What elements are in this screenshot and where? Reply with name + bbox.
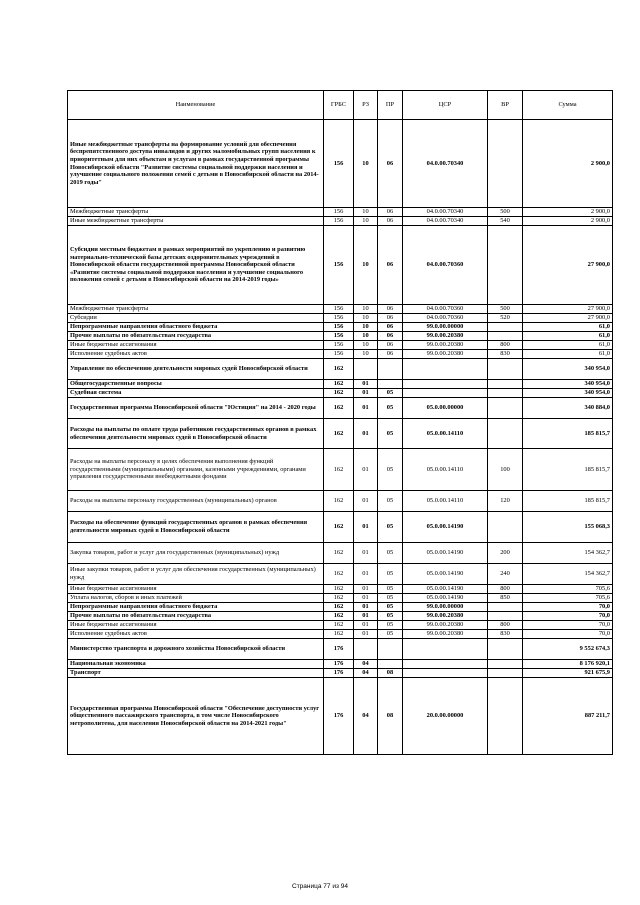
cell-grbs: 156 <box>324 323 354 332</box>
cell-csr: 99.0.00.00000 <box>403 603 488 612</box>
cell-csr: 20.0.00.00000 <box>403 678 488 755</box>
cell-sum: 705,6 <box>523 594 613 603</box>
cell-pr: 05 <box>378 491 403 512</box>
cell-vr: 850 <box>488 594 523 603</box>
cell-rz: 01 <box>354 380 378 389</box>
cell-sum: 8 176 920,1 <box>523 660 613 669</box>
cell-vr: 100 <box>488 449 523 491</box>
cell-sum: 2 900,0 <box>523 120 613 208</box>
cell-vr: 200 <box>488 543 523 564</box>
cell-sum: 61,0 <box>523 350 613 359</box>
cell-pr: 08 <box>378 669 403 678</box>
cell-vr <box>488 612 523 621</box>
cell-name: Расходы на выплаты персоналу в целях обеспечения выполнения функций государственными (муниципальными) органами, казенными учреждениями, органами управления государственными внебюджетными фондами <box>68 449 324 491</box>
cell-rz: 01 <box>354 564 378 585</box>
cell-csr <box>403 669 488 678</box>
cell-grbs: 162 <box>324 398 354 419</box>
cell-pr <box>378 359 403 380</box>
table-row <box>68 449 613 491</box>
cell-sum: 2 900,0 <box>523 217 613 226</box>
table-row <box>68 630 613 639</box>
cell-name: Судебная система <box>68 389 324 398</box>
budget-table <box>67 90 613 755</box>
cell-pr: 06 <box>378 217 403 226</box>
cell-sum: 340 954,0 <box>523 389 613 398</box>
cell-grbs: 162 <box>324 389 354 398</box>
cell-vr <box>488 669 523 678</box>
cell-csr: 04.0.00.70360 <box>403 226 488 305</box>
cell-pr <box>378 380 403 389</box>
table-row <box>68 669 613 678</box>
cell-csr: 99.0.00.20380 <box>403 612 488 621</box>
cell-sum: 340 884,0 <box>523 398 613 419</box>
cell-pr: 05 <box>378 419 403 449</box>
table-row <box>68 564 613 585</box>
cell-grbs: 176 <box>324 639 354 660</box>
cell-vr <box>488 323 523 332</box>
header-sum: Сумма <box>523 91 613 120</box>
cell-name: Министерство транспорта и дорожного хозяйства Новосибирской области <box>68 639 324 660</box>
header-grbs: ГРБС <box>324 91 354 120</box>
page-footer: Страница 77 из 94 <box>292 883 348 890</box>
cell-rz: 01 <box>354 419 378 449</box>
cell-csr: 04.0.00.70340 <box>403 208 488 217</box>
cell-sum: 27 900,0 <box>523 314 613 323</box>
cell-pr: 05 <box>378 630 403 639</box>
cell-vr <box>488 332 523 341</box>
cell-rz: 01 <box>354 585 378 594</box>
table-row <box>68 323 613 332</box>
cell-csr <box>403 660 488 669</box>
cell-rz: 10 <box>354 226 378 305</box>
cell-grbs: 156 <box>324 314 354 323</box>
cell-rz: 01 <box>354 398 378 419</box>
cell-vr <box>488 603 523 612</box>
cell-sum: 61,0 <box>523 341 613 350</box>
cell-sum: 27 900,0 <box>523 226 613 305</box>
cell-pr: 06 <box>378 341 403 350</box>
cell-name: Субсидии <box>68 314 324 323</box>
cell-rz: 01 <box>354 621 378 630</box>
cell-rz: 01 <box>354 449 378 491</box>
cell-grbs: 162 <box>324 621 354 630</box>
cell-sum: 154 362,7 <box>523 564 613 585</box>
table-row <box>68 332 613 341</box>
cell-vr <box>488 359 523 380</box>
cell-vr: 500 <box>488 208 523 217</box>
cell-rz: 10 <box>354 323 378 332</box>
cell-vr: 500 <box>488 305 523 314</box>
cell-grbs: 156 <box>324 341 354 350</box>
cell-grbs: 162 <box>324 419 354 449</box>
cell-vr <box>488 660 523 669</box>
table-row <box>68 208 613 217</box>
cell-rz: 04 <box>354 669 378 678</box>
cell-pr <box>378 660 403 669</box>
cell-pr: 06 <box>378 323 403 332</box>
cell-sum: 27 900,0 <box>523 305 613 314</box>
table-row <box>68 621 613 630</box>
table-row <box>68 314 613 323</box>
cell-grbs: 162 <box>324 630 354 639</box>
cell-grbs: 176 <box>324 669 354 678</box>
cell-csr: 04.0.00.70340 <box>403 120 488 208</box>
cell-rz: 04 <box>354 678 378 755</box>
cell-name: Непрограммные направления областного бюджета <box>68 603 324 612</box>
table-row <box>68 350 613 359</box>
cell-rz: 01 <box>354 612 378 621</box>
cell-name: Транспорт <box>68 669 324 678</box>
cell-csr: 05.0.00.14110 <box>403 449 488 491</box>
cell-name: Межбюджетные трансферты <box>68 305 324 314</box>
cell-vr <box>488 120 523 208</box>
cell-pr: 06 <box>378 226 403 305</box>
cell-sum: 154 362,7 <box>523 543 613 564</box>
table-row <box>68 380 613 389</box>
cell-csr: 05.0.00.00000 <box>403 398 488 419</box>
cell-grbs: 162 <box>324 585 354 594</box>
cell-csr: 99.0.00.20380 <box>403 350 488 359</box>
cell-pr: 05 <box>378 398 403 419</box>
cell-csr: 99.0.00.20380 <box>403 332 488 341</box>
cell-sum: 340 954,0 <box>523 380 613 389</box>
cell-pr: 06 <box>378 350 403 359</box>
cell-name: Расходы на обеспечение функций государственных органов в рамках обеспечения деятельности мировых судей в Новосибирской области <box>68 512 324 543</box>
cell-grbs: 156 <box>324 120 354 208</box>
cell-sum: 887 211,7 <box>523 678 613 755</box>
cell-sum: 705,6 <box>523 585 613 594</box>
cell-name: Государственная программа Новосибирской области "Обеспечение доступности услуг общественного пассажирского транспорта, в том числе Новосибирского метрополитена, для населения Новосибирской области на 2014-2021 годы" <box>68 678 324 755</box>
cell-csr <box>403 380 488 389</box>
cell-vr: 520 <box>488 314 523 323</box>
cell-rz: 01 <box>354 543 378 564</box>
cell-csr: 05.0.00.14110 <box>403 419 488 449</box>
cell-pr: 05 <box>378 585 403 594</box>
cell-name: Общегосударственные вопросы <box>68 380 324 389</box>
table-row <box>68 585 613 594</box>
cell-rz: 10 <box>354 208 378 217</box>
cell-pr: 05 <box>378 389 403 398</box>
cell-grbs: 162 <box>324 612 354 621</box>
cell-csr: 05.0.00.14190 <box>403 512 488 543</box>
cell-csr <box>403 389 488 398</box>
cell-rz: 01 <box>354 491 378 512</box>
cell-grbs: 162 <box>324 491 354 512</box>
cell-name: Исполнение судебных актов <box>68 630 324 639</box>
cell-vr: 830 <box>488 630 523 639</box>
cell-csr <box>403 639 488 660</box>
cell-rz: 10 <box>354 305 378 314</box>
cell-vr: 800 <box>488 585 523 594</box>
cell-pr: 05 <box>378 512 403 543</box>
cell-name: Национальная экономика <box>68 660 324 669</box>
cell-pr: 06 <box>378 120 403 208</box>
table-row <box>68 639 613 660</box>
cell-name: Закупка товаров, работ и услуг для государственных (муниципальных) нужд <box>68 543 324 564</box>
cell-pr: 06 <box>378 208 403 217</box>
cell-csr: 05.0.00.14190 <box>403 594 488 603</box>
cell-rz: 01 <box>354 594 378 603</box>
cell-csr: 05.0.00.14190 <box>403 585 488 594</box>
cell-name: Государственная программа Новосибирской области "Юстиция" на 2014 - 2020 годы <box>68 398 324 419</box>
cell-rz: 10 <box>354 341 378 350</box>
cell-csr: 05.0.00.14190 <box>403 543 488 564</box>
cell-grbs: 162 <box>324 359 354 380</box>
table-row <box>68 660 613 669</box>
table-row <box>68 398 613 419</box>
cell-name: Уплата налогов, сборов и иных платежей <box>68 594 324 603</box>
cell-name: Исполнение судебных актов <box>68 350 324 359</box>
cell-rz: 10 <box>354 314 378 323</box>
cell-pr: 05 <box>378 449 403 491</box>
table-row <box>68 226 613 305</box>
table-row <box>68 419 613 449</box>
cell-name: Иные межбюджетные трансферты <box>68 217 324 226</box>
cell-pr: 08 <box>378 678 403 755</box>
cell-grbs: 162 <box>324 449 354 491</box>
cell-grbs: 162 <box>324 603 354 612</box>
cell-name: Прочие выплаты по обязательствам государства <box>68 612 324 621</box>
cell-name: Иные закупки товаров, работ и услуг для обеспечения государственных (муниципальных) нужд <box>68 564 324 585</box>
cell-sum: 921 675,9 <box>523 669 613 678</box>
cell-rz: 10 <box>354 332 378 341</box>
cell-grbs: 162 <box>324 594 354 603</box>
cell-grbs: 162 <box>324 564 354 585</box>
cell-name: Управление по обеспечению деятельности мировых судей Новосибирской области <box>68 359 324 380</box>
cell-grbs: 156 <box>324 226 354 305</box>
cell-sum: 70,0 <box>523 630 613 639</box>
cell-sum: 61,0 <box>523 323 613 332</box>
table-row <box>68 341 613 350</box>
table-row <box>68 603 613 612</box>
cell-name: Иные бюджетные ассигнования <box>68 585 324 594</box>
cell-grbs: 156 <box>324 208 354 217</box>
cell-grbs: 176 <box>324 678 354 755</box>
cell-vr: 830 <box>488 350 523 359</box>
cell-sum: 70,0 <box>523 612 613 621</box>
table-row <box>68 678 613 755</box>
table-row <box>68 491 613 512</box>
cell-csr <box>403 359 488 380</box>
cell-rz: 01 <box>354 389 378 398</box>
cell-vr <box>488 678 523 755</box>
cell-vr: 240 <box>488 564 523 585</box>
table-row <box>68 594 613 603</box>
cell-vr: 540 <box>488 217 523 226</box>
cell-rz: 01 <box>354 630 378 639</box>
cell-sum: 70,0 <box>523 621 613 630</box>
header-csr: ЦСР <box>403 91 488 120</box>
cell-rz <box>354 639 378 660</box>
cell-csr: 04.0.00.70340 <box>403 217 488 226</box>
cell-name: Расходы на выплаты по оплате труда работников государственных органов в рамках обеспечения деятельности мировых судей в Новосибирской области <box>68 419 324 449</box>
cell-rz: 10 <box>354 350 378 359</box>
cell-pr: 05 <box>378 543 403 564</box>
cell-name: Иные бюджетные ассигнования <box>68 341 324 350</box>
table-row <box>68 612 613 621</box>
cell-name: Межбюджетные трансферты <box>68 208 324 217</box>
cell-vr <box>488 398 523 419</box>
cell-rz <box>354 359 378 380</box>
cell-vr: 120 <box>488 491 523 512</box>
cell-name: Субсидии местным бюджетам в рамках мероприятий по укреплению и развитию материально-технической базы детских оздоровительных учреждений в Новосибирской области государственной программы Новосибирской области «Развитие системы социальной поддержки населения и улучшение социального положения семей с детьми в Новосибирской области на 2014-2019 годы» <box>68 226 324 305</box>
cell-sum: 340 954,0 <box>523 359 613 380</box>
cell-pr: 05 <box>378 621 403 630</box>
cell-name: Непрограммные направления областного бюджета <box>68 323 324 332</box>
cell-name: Прочие выплаты по обязательствам государства <box>68 332 324 341</box>
cell-vr <box>488 512 523 543</box>
cell-sum: 70,0 <box>523 603 613 612</box>
cell-pr: 05 <box>378 594 403 603</box>
cell-grbs: 162 <box>324 543 354 564</box>
cell-grbs: 156 <box>324 350 354 359</box>
cell-rz: 10 <box>354 120 378 208</box>
cell-sum: 185 815,7 <box>523 449 613 491</box>
cell-grbs: 176 <box>324 660 354 669</box>
header-name: Наименование <box>68 91 324 120</box>
cell-name: Расходы на выплаты персоналу государственных (муниципальных) органов <box>68 491 324 512</box>
cell-vr <box>488 226 523 305</box>
cell-pr: 05 <box>378 564 403 585</box>
cell-pr <box>378 639 403 660</box>
cell-pr: 06 <box>378 332 403 341</box>
table-row <box>68 359 613 380</box>
cell-sum: 185 815,7 <box>523 491 613 512</box>
header-vr: ВР <box>488 91 523 120</box>
cell-grbs: 162 <box>324 512 354 543</box>
cell-pr: 05 <box>378 603 403 612</box>
cell-grbs: 156 <box>324 332 354 341</box>
cell-csr: 99.0.00.00000 <box>403 323 488 332</box>
table-row <box>68 120 613 208</box>
cell-name: Иные межбюджетные трансферты на формирование условий для обеспечения беспрепятственного доступа инвалидов и других маломобильных групп населения к приоритетным для них объектам и услугам в рамках государственной программы Новосибирской области "Развитие системы социальной поддержки населения и улучшение социального положения семей с детьми в Новосибирской области на 2014-2019 годы" <box>68 120 324 208</box>
header-rz: РЗ <box>354 91 378 120</box>
cell-sum: 155 068,3 <box>523 512 613 543</box>
cell-grbs: 162 <box>324 380 354 389</box>
table-row <box>68 543 613 564</box>
cell-grbs: 156 <box>324 217 354 226</box>
cell-csr: 99.0.00.20380 <box>403 621 488 630</box>
cell-vr <box>488 380 523 389</box>
cell-pr: 06 <box>378 305 403 314</box>
cell-vr <box>488 419 523 449</box>
cell-csr: 05.0.00.14190 <box>403 564 488 585</box>
cell-csr: 99.0.00.20380 <box>403 341 488 350</box>
table-row <box>68 512 613 543</box>
cell-grbs: 156 <box>324 305 354 314</box>
cell-sum: 185 815,7 <box>523 419 613 449</box>
cell-rz: 01 <box>354 603 378 612</box>
table-row <box>68 217 613 226</box>
cell-rz: 01 <box>354 512 378 543</box>
cell-pr: 06 <box>378 314 403 323</box>
cell-csr: 04.0.00.70360 <box>403 314 488 323</box>
table-header-row <box>68 91 613 120</box>
table-row <box>68 305 613 314</box>
cell-sum: 2 900,0 <box>523 208 613 217</box>
cell-csr: 99.0.00.20380 <box>403 630 488 639</box>
cell-vr: 800 <box>488 341 523 350</box>
table-row <box>68 389 613 398</box>
cell-csr: 04.0.00.70360 <box>403 305 488 314</box>
cell-vr <box>488 389 523 398</box>
cell-vr: 800 <box>488 621 523 630</box>
cell-pr: 05 <box>378 612 403 621</box>
header-pr: ПР <box>378 91 403 120</box>
cell-rz: 04 <box>354 660 378 669</box>
cell-name: Иные бюджетные ассигнования <box>68 621 324 630</box>
cell-rz: 10 <box>354 217 378 226</box>
cell-sum: 9 552 674,3 <box>523 639 613 660</box>
cell-sum: 61,0 <box>523 332 613 341</box>
cell-vr <box>488 639 523 660</box>
cell-csr: 05.0.00.14110 <box>403 491 488 512</box>
